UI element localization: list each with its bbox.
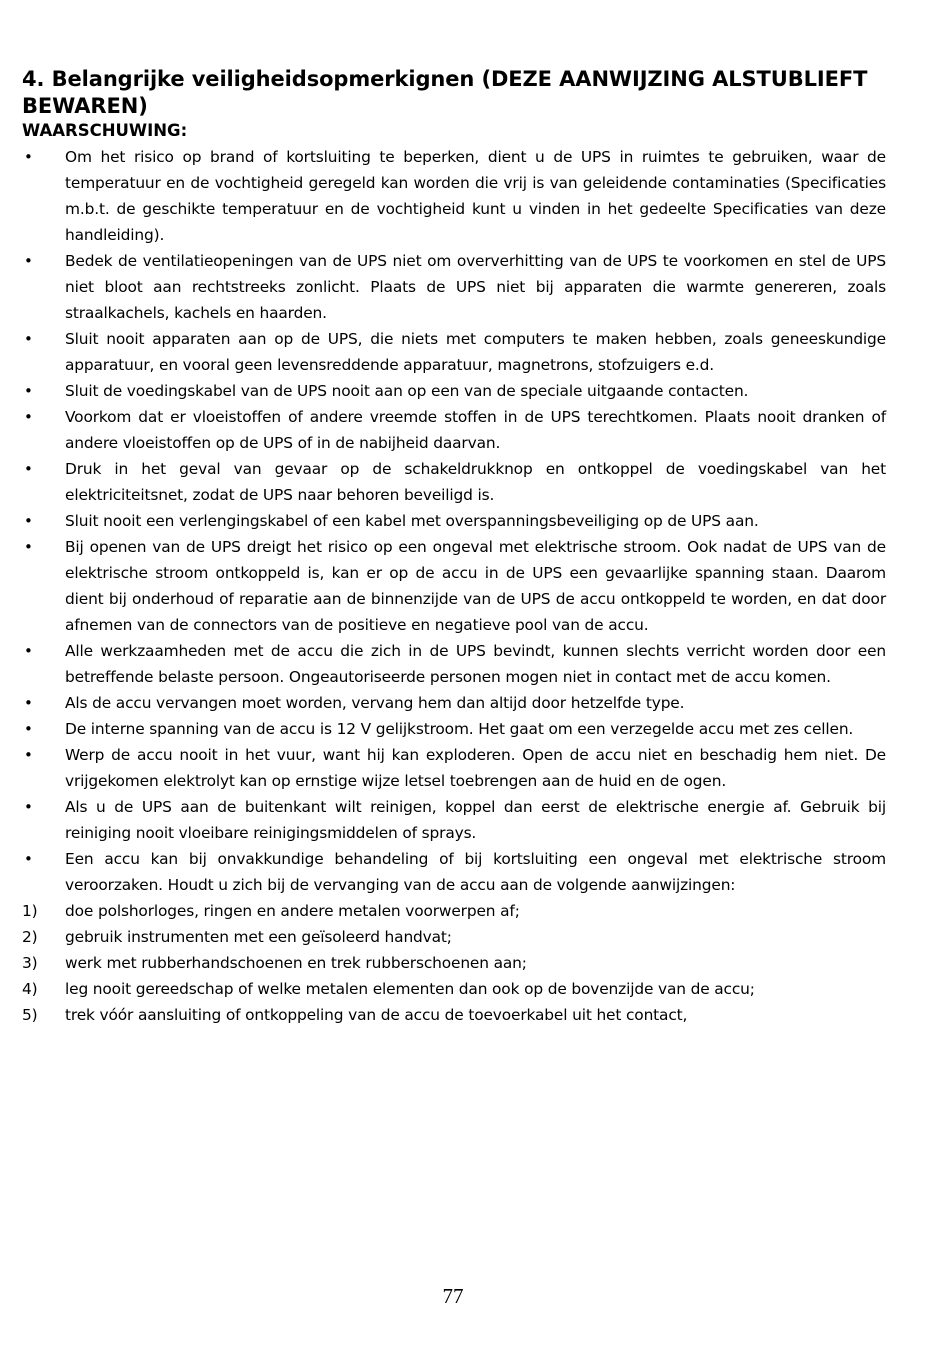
warning-label: WAARSCHUWING:: [22, 121, 188, 140]
list-item: [22, 248, 886, 326]
bullet-icon: •: [24, 460, 33, 478]
bullet-icon: •: [24, 720, 33, 738]
bullet-icon: •: [24, 694, 33, 712]
bullet-icon: •: [24, 850, 33, 868]
list-item-text: Voorkom dat er vloeistoffen of andere vreemde stoffen in de UPS terechtkomen. Plaats nooit dranken of andere vloeistoffen op de UPS of in de nabijheid daarvan.: [65, 408, 886, 452]
document-body: [22, 66, 886, 1028]
numbered-item: [22, 976, 886, 1002]
section-heading: 4. Belangrijke veiligheidsopmerkignen (DEZE AANWIJZING ALSTUBLIEFT BEWAREN): [22, 67, 868, 118]
list-item: [22, 846, 886, 898]
bullet-icon: •: [24, 330, 33, 348]
list-item: [22, 534, 886, 638]
list-item: [22, 404, 886, 456]
safety-bullet-list: [22, 144, 886, 898]
numbered-item-text: werk met rubberhandschoenen en trek rubberschoenen aan;: [65, 954, 527, 972]
list-item: [22, 716, 886, 742]
bullet-icon: •: [24, 798, 33, 816]
list-item-text: De interne spanning van de accu is 12 V gelijkstroom. Het gaat om een verzegelde accu met zes cellen.: [65, 720, 854, 738]
numbered-item-text: doe polshorloges, ringen en andere metalen voorwerpen af;: [65, 902, 520, 920]
list-item-text: Als de accu vervangen moet worden, vervang hem dan altijd door hetzelfde type.: [65, 694, 685, 712]
bullet-icon: •: [24, 538, 33, 556]
bullet-icon: •: [24, 408, 33, 426]
list-item: [22, 638, 886, 690]
item-number: 4): [22, 980, 38, 998]
list-item: [22, 456, 886, 508]
list-item: [22, 508, 886, 534]
battery-instructions-list: [22, 898, 886, 1028]
list-item: [22, 326, 886, 378]
list-item-text: Sluit de voedingskabel van de UPS nooit aan op een van de speciale uitgaande contacten.: [65, 382, 749, 400]
numbered-item: [22, 1002, 886, 1028]
list-item-text: Sluit nooit een verlengingskabel of een kabel met overspanningsbeveiliging op de UPS aan.: [65, 512, 759, 530]
list-item-text: Bedek de ventilatieopeningen van de UPS niet om oververhitting van de UPS te voorkomen en stel de UPS niet bloot aan rechtstreeks zonlicht. Plaats de UPS niet bij apparaten die warmte genereren, zoals straalkachels, kachels en haarden.: [65, 252, 886, 322]
numbered-item: [22, 950, 886, 976]
numbered-item: [22, 924, 886, 950]
bullet-icon: •: [24, 148, 33, 166]
list-item: [22, 742, 886, 794]
numbered-item-text: gebruik instrumenten met een geïsoleerd handvat;: [65, 928, 452, 946]
list-item-text: Sluit nooit apparaten aan op de UPS, die niets met computers te maken hebben, zoals geneeskundige apparatuur, en vooral geen levensreddende apparatuur, magnetrons, stofzuigers e.d.: [65, 330, 886, 374]
list-item: [22, 144, 886, 248]
list-item: [22, 690, 886, 716]
bullet-icon: •: [24, 382, 33, 400]
item-number: 1): [22, 902, 38, 920]
numbered-item: [22, 898, 886, 924]
numbered-item-text: trek vóór aansluiting of ontkoppeling van de accu de toevoerkabel uit het contact,: [65, 1006, 688, 1024]
list-item-text: Druk in het geval van gevaar op de schakeldrukknop en ontkoppel de voedingskabel van het elektriciteitsnet, zodat de UPS naar behoren beveiligd is.: [65, 460, 886, 504]
item-number: 3): [22, 954, 38, 972]
item-number: 2): [22, 928, 38, 946]
bullet-icon: •: [24, 642, 33, 660]
item-number: 5): [22, 1006, 38, 1024]
list-item-text: Als u de UPS aan de buitenkant wilt reinigen, koppel dan eerst de elektrische energie af. Gebruik bij reiniging nooit vloeibare reinigingsmiddelen of sprays.: [65, 798, 886, 842]
list-item-text: Bij openen van de UPS dreigt het risico op een ongeval met elektrische stroom. Ook nadat de UPS van de elektrische stroom ontkoppeld is, kan er op de accu in de UPS een gevaarlijke spanning staan. Daarom dient bij onderhoud of reparatie aan de binnenzijde van de UPS de accu ontkoppeld te worden, en dat door afnemen van de connectors van de positieve en negatieve pool van de accu.: [65, 538, 886, 634]
list-item-text: Werp de accu nooit in het vuur, want hij kan exploderen. Open de accu niet en beschadig hem niet. De vrijgekomen elektrolyt kan op ernstige wijze letsel toebrengen aan de huid en de ogen.: [65, 746, 886, 790]
list-item-text: Alle werkzaamheden met de accu die zich in de UPS bevindt, kunnen slechts verricht worden door een betreffende belaste persoon. Ongeautoriseerde personen mogen niet in contact met de accu komen.: [65, 642, 886, 686]
list-item-text: Een accu kan bij onvakkundige behandeling of bij kortsluiting een ongeval met elektrische stroom veroorzaken. Houdt u zich bij de vervanging van de accu aan de volgende aanwijzingen:: [65, 850, 886, 894]
page-number: 77: [442, 1284, 464, 1308]
numbered-item-text: leg nooit gereedschap of welke metalen elementen dan ook op de bovenzijde van de accu;: [65, 980, 755, 998]
bullet-icon: •: [24, 512, 33, 530]
list-item: [22, 378, 886, 404]
list-item: [22, 794, 886, 846]
bullet-icon: •: [24, 252, 33, 270]
list-item-text: Om het risico op brand of kortsluiting te beperken, dient u de UPS in ruimtes te gebruiken, waar de temperatuur en de vochtigheid geregeld kan worden die vrij is van geleidende contaminaties (Specificaties m.b.t. de geschikte temperatuur en de vochtigheid kunt u vinden in het gedeelte Specificaties van deze handleiding).: [65, 148, 886, 244]
bullet-icon: •: [24, 746, 33, 764]
